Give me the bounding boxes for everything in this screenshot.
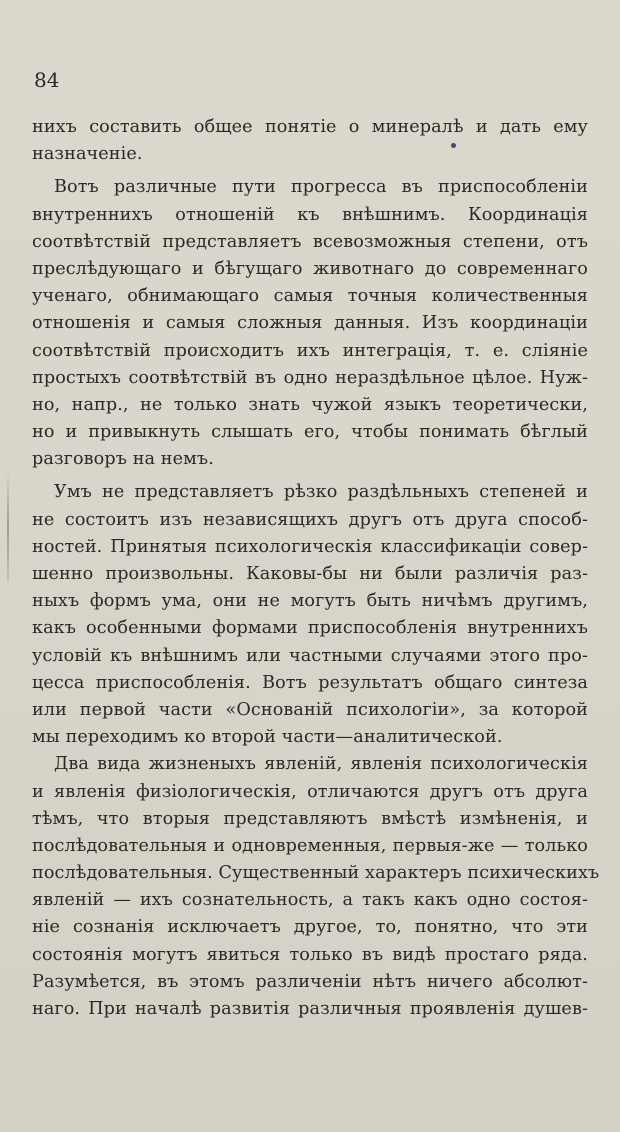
text-line: ніе сознанія исключаетъ другое, то, понятно, что эти [32,917,588,938]
text-line: но и привыкнуть слышать его, чтобы понимать бѣглый [32,422,588,443]
text-line: тѣмъ, что вторыя представляютъ вмѣстѣ измѣненія, и [32,808,588,829]
text-line: послѣдовательныя. Существенный характеръ психическихъ [32,863,600,884]
text-line: ностей. Принятыя психологическія классификаціи совер- [32,536,588,557]
text-line: ныхъ формъ ума, они не могутъ быть ничѣмъ другимъ, [32,591,588,612]
text-line: послѣдовательныя и одновременныя, первыя-же — только [32,835,588,856]
text-line: цесса приспособленія. Вотъ результатъ общаго синтеза [32,672,588,693]
text-line: назначеніе. [32,144,143,165]
text-line: преслѣдующаго и бѣгущаго животнаго до современнаго [32,258,588,279]
text-line: простыхъ соотвѣтствій въ одно нераздѣльное цѣлое. Нуж- [32,367,588,388]
text-line: Разумѣется, въ этомъ различеніи нѣтъ ничего абсолют- [32,971,588,992]
text-line: и явленія физіологическія, отличаются другъ отъ друга [32,781,588,802]
text-line: шенно произвольны. Каковы-бы ни были различія раз- [32,564,588,584]
text-line: Два вида жизненыхъ явленій, явленія психологическія [54,754,588,775]
text-line: какъ особенными формами приспособленія внутреннихъ [32,618,588,639]
text-line: но, напр., не только знать чужой языкъ теоретически, [32,394,588,415]
text-line: разговоръ на немъ. [32,449,214,470]
text-line: не состоитъ изъ независящихъ другъ отъ друга способ- [32,509,588,530]
text-line: или первой части «Основаній психологіи», за которой [32,699,588,720]
margin-pencil-mark [7,472,9,582]
text-line: внутреннихъ отношеній къ внѣшнимъ. Координація [32,204,588,225]
text-line: отношенія и самыя сложныя данныя. Изъ координаціи [32,313,588,334]
text-line: явленій — ихъ сознательность, а такъ какъ одно состоя- [32,890,588,911]
text-line: мы переходимъ ко второй части—аналитической. [32,727,503,748]
text-line: Умъ не представляетъ рѣзко раздѣльныхъ степеней и [54,482,588,503]
page-number: 84 [34,68,60,92]
text-line: условій къ внѣшнимъ или частными случаями этого про- [32,645,588,666]
text-line: наго. При началѣ развитія различныя проявленія душев- [32,999,588,1019]
text-line: состоянія могутъ явиться только въ видѣ простаго ряда. [32,944,588,965]
text-line: Вотъ различные пути прогресса въ приспособленіи [54,177,588,198]
text-line: соотвѣтствій происходитъ ихъ интеграція, т. е. сліяніе [32,340,588,361]
text-line: ученаго, обнимающаго самыя точныя количественныя [32,286,588,307]
paragraph-2 [32,174,588,473]
paragraph-3 [32,479,588,751]
body-text [32,114,600,1023]
text-line: нихъ составить общее понятіе о минералѣ и дать ему [32,117,588,137]
text-line: соотвѣтствій представляетъ всевозможныя степени, отъ [32,231,588,252]
paragraph-1 [32,114,588,168]
paragraph-4 [32,751,600,1023]
